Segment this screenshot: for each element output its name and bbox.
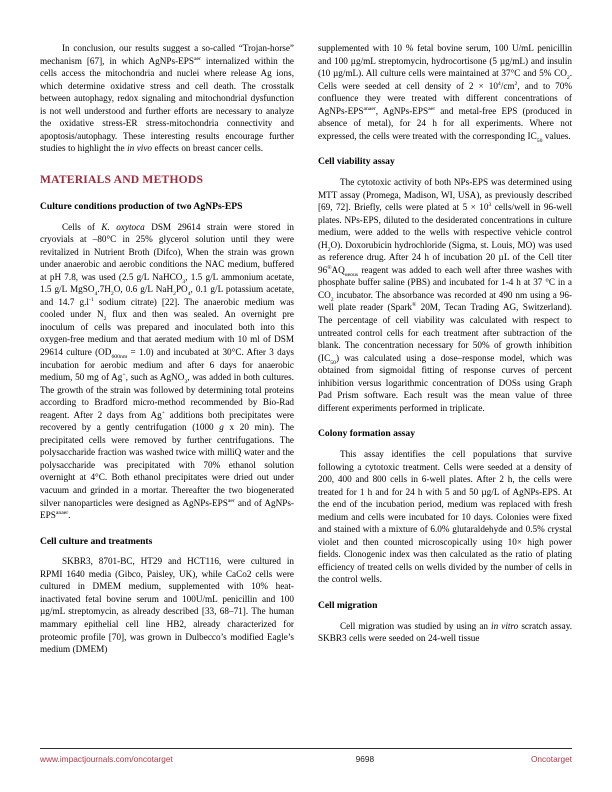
two-column-layout (40, 42, 572, 718)
footer-divider (40, 748, 572, 749)
footer-page-number: 9698 (355, 754, 375, 764)
heading-cell-migration: Cell migration (318, 599, 378, 611)
paragraph-culture-conditions: Cells of K. oxytoca DSM 29614 strain were stored in cryovials at –80°C in 25% glycerol solution until they were revitalized in Nutrient Broth (Difco), When the strain was grown under anaerobic and aerobic conditions the NAC medium, buffered at pH 7.8, was used (2.5 g/L NaHCO$_3$, 1.5 g/L ammonium acetate, 1.5 g/L $MgSO_4.7H_2O$, 0.6 g/L $NaH_2PO_4$, 0.1 g/L potassium acetate, and 14.7 $g.l^{-1}$ sodium citrate) [22]. The anaerobic medium was cooled under $N_2$ flux and then was sealed. An overnight pre inoculum of cells was prepared and inoculated both into this oxygen-free medium and that aerated medium with 10 ml of DSM 29614 culture $(OD_{600nm} = 1.0)$ and incubated at 30°C. After 3 days incubation for aerobic medium and after 6 days for anaerobic medium, 50 mg of Ag+, such as AgNO$_3$, was added in both cultures. The growth of the strain was followed by determining total proteins according to Bradford micro-method recommended by Bio-Rad reagent. After 2 days from Ag+ additions both precipitates were recovered by a gently centrifugation (1000 g x 20 min). The precipitated cells were removed by further centrifugations. The polysaccharide fraction was washed twice with milliQ water and the polysaccharide was precipitated with 70% ethanol solution overnight at 4°C. Both ethanol precipitates were dried out under vacuum and grinded in a mortar. Thereafter the two biogenerated silver nanoparticles were designed as AgNPs-$EPS^{aer}$ and of AgNPs-$EPS^{anaer}$. (40, 221, 295, 521)
paragraph-cell-culture-continued: supplemented with 10 % fetal bovine serum, 100 U/mL penicillin and 100 µg/mL streptomycin, hydrocortisone (5 µg/mL) and insulin (10 µg/mL). All culture cells were maintained at 37°C and 5% $CO_2$. Cells were seeded at cell density of $2 \times 10^4/cm^2$, and to 70% confluence they were treated with different concentrations of AgNPs-$EPS^{anaer}$, AgNPs-$EPS^{aer}$ and metal-free EPS (produced in absence of metal), for 24 h for all experiments. Where not expressed, the cells were treated with the corresponding $IC_{50}$ values. (318, 43, 572, 144)
right-column (318, 42, 572, 718)
footer-journal-url[interactable]: www.impactjournals.com/oncotarget (40, 754, 173, 764)
paragraph-cell-culture: SKBR3, 8701-BC, HT29 and HCT116, were cultured in RPMI 1640 media (Gibco, Paisley, UK), while CaCo2 cells were cultured in DMEM medium, supplemented with 10% heat-inactivated fetal bovine serum and 100U/mL penicillin and 100 µg/mL streptomycin, as already described [33, 68–71]. The human mammary epithelial cell line HB2, already characterized for proteomic profile [70], was grown in Dulbecco’s modified Eagle’s medium (DMEM) (40, 556, 294, 655)
paragraph-cell-viability: The cytotoxic activity of both NPs-EPS was determined using MTT assay (Promega, Madison, WI, USA), as previously described [69, 72]. Briefly, cells were plated at $5 \times 10^3$ cells/well in 96-well plates. NPs-EPS, diluted to the desiderated concentrations in culture medium, were added to the wells with respective vehicle control $(H_2O)$. Doxorubicin hydrochloride (Sigma, st. Louis, MO) was used as reference drug. After 24 h of incubation 20 µL of the Cell titer $96®AQ_{ueous}$ reagent was added to each well after three washes with phosphate buffer saline (PBS) and incubated for 1-4 h at 37 °C in a $CO_2$ incubator. The absorbance was recorded at 490 nm using a 96-well plate reader (Spark® 20M, Tecan Trading AG, Switzerland). The percentage of cell viability was calculated with respect to untreated control cells for each treatment after subtraction of the blank. The concentration necessary for 50% of growth inhibition $(IC_{50})$ was calculated using a dose–response model, which was obtained from sigmoidal fitting of response curves of percent inhibition versus logarithmic concentration of DOSs using Graph Pad Prism software. Each result was the mean value of three different experiments performed in triplicate. (318, 176, 572, 413)
heading-colony-formation-assay: Colony formation assay (318, 428, 416, 440)
spacer (318, 169, 572, 176)
paragraph-conclusion: In conclusion, our results suggest a so-called “Trojan-horse” mechanism [67], in which AgNPs-$EPS^{aer}$ internalized within the cells access the mitochondria and nuclei where release Ag ions, which determine oxidative stress and cell death. The crosstalk between autophagy, redox signaling and mitochondrial dysfunction is not well understood and further efforts are necessary to analyze the oxidative stress-ER stress-mitochondria connectivity and apoptosis/autophagy. These interesting results encourage further studies to highlight the in vivo effects on breast cancer cells. (40, 43, 295, 154)
paragraph-cell-migration: Cell migration was studied by using an in vitro scratch assay. SKBR3 cells were seeded on 24-well tissue (318, 620, 572, 644)
heading-cell-culture-treatments: Cell culture and treatments (40, 535, 153, 547)
spacer (40, 548, 294, 555)
paragraph-colony-formation: This assay identifies the cell populations that survive following a cytotoxic treatment. Cells were seeded at a density of 200, 400 and 800 cells in 6-well plates. After 2 h, the cells were treated for 1 h and for 24 h with 5 and 50 µg/L of AgNPs-EPS. At the end of the incubation period, medium was replaced with fresh medium and cells were incubated for 10 days. Colonies were fixed and stained with a mixture of 6.0% glutaraldehyde and 0.5% crystal violet and then counted microscopically using 10× high power fields. Clonogenic index was then calculated as the ratio of plating efficiency of treated cells on wells divided by the number of cells in the control wells. (318, 448, 572, 585)
footer-row (40, 754, 572, 764)
heading-culture-conditions: Culture conditions production of two AgNPs-EPS (40, 200, 243, 212)
left-column (40, 42, 294, 718)
page-footer (40, 748, 572, 764)
spacer (40, 214, 294, 221)
spacer (318, 613, 572, 620)
heading-cell-viability-assay: Cell viability assay (318, 156, 395, 168)
spacer (318, 441, 572, 448)
footer-journal-name: Oncotarget (530, 754, 572, 764)
heading-materials-and-methods: MATERIALS AND METHODS (40, 172, 204, 186)
